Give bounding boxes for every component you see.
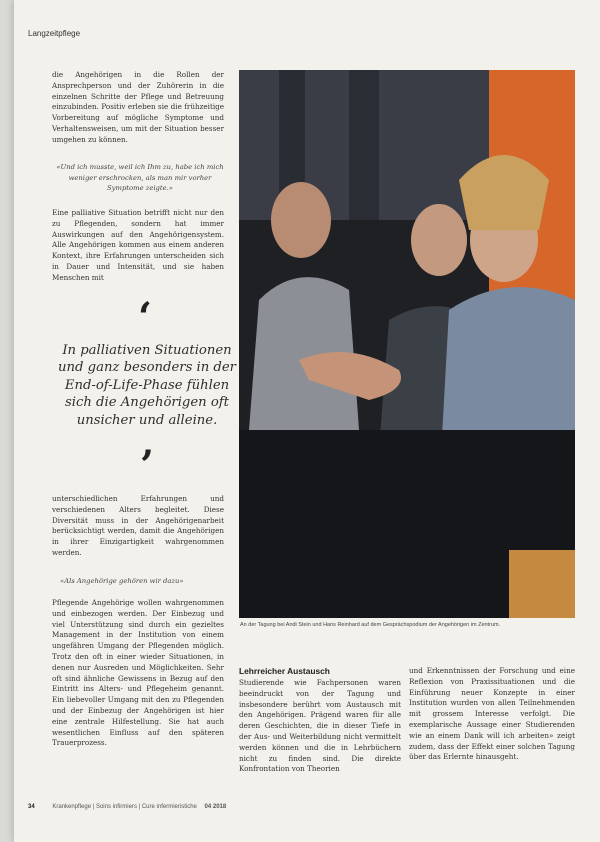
page-footer (28, 804, 226, 810)
publication-name: Krankenpflege | Soins infirmiers | Cure infermieristiche (52, 804, 197, 810)
issue-number: 04 2018 (204, 804, 227, 810)
conference-photo (239, 70, 575, 618)
inline-quote: «Als Angehörige gehören wir dazu» (60, 577, 184, 585)
right-column (409, 666, 575, 772)
inline-quote: «Und ich musste, weil ich Ihm zu, habe ich mich weniger erschrocken, als man mir vorher Symptome zeigte.» (56, 163, 224, 193)
body-paragraph: die Angehörigen in die Rollen der Ansprechperson und der Zuhörerin in die einzelnen Schritte der Pflege und Betreuung einzubinden. Positiv erleben sie die frühzeitige Vorbereitung auf mögliche Symptome und Verhaltensweisen, um mit der Situation besser umgehen zu können. (52, 70, 224, 144)
left-column-middle (52, 208, 224, 293)
body-paragraph: unterschiedlichen Erfahrungen und verschiedenen Alters begleitet. Diese Diversität muss in der Angehörigenarbeit berücksichtigt werden, damit die Angehörigen in ihrer Einzigartigkeit wahrgenommen werden. (52, 494, 224, 557)
open-quote-mark-icon: ‘ (138, 294, 152, 341)
body-paragraph: Studierende wie Fachpersonen waren beeindruckt von der Tagung und insbesondere berührt vom Austausch mit den Angehörigen. Prägend waren für alle deren Geschichten, die in dieser Tiefe in der Aus- und Weiterbildung nicht vermittelt werden können und die in Lehrbüchern nicht zu finden sind. Die direkte Konfrontation von Theorien (239, 678, 401, 774)
pull-quote: In palliativen Situationen und ganz besonders in der End-of-Life-Phase fühlen sich die Angehörigen oft unsicher und alleine. (58, 343, 236, 428)
photo-illustration (239, 70, 575, 618)
left-column-final (52, 598, 224, 758)
left-column-top (52, 70, 224, 155)
page-number: 34 (28, 804, 35, 810)
body-paragraph: Pflegende Angehörige wollen wahrgenommen und einbezogen werden. Der Einbezug und viel Unterstützung sind durch ein gezieltes Management in der Institution von einem ungefähren Umgang der Pflegenden möglich. Trotz den oft in einer wieder Situationen, in denen nur Ausreden und Möglichkeiten. Sehr oft sind ähnliche Gewissens in Bezug auf den Eintritt ins Alters- und Pflegeheim genannt. Ein liebevoller Umgang mit den zu Pflegenden und der Einbezug der Angehörigen ist hier eine zentrale Hilfestellung. Sie hat auch wesentlichen Einfluss auf den späteren Trauerprozess. (52, 598, 224, 748)
middle-column (239, 678, 401, 784)
photo-caption: An der Tagung bei Andi Stein und Hans Reinhard auf dem Gesprächspodium der Angehörigen im Zentrum. (240, 622, 501, 628)
left-column-bottom (52, 494, 224, 568)
section-heading: Lehrreicher Austausch (239, 666, 330, 676)
body-paragraph: und Erkenntnissen der Forschung und eine Reflexion von Praxissituationen und die Einführung neuer Konzepte in einer Institution wurden von allen Teilnehmenden mit grossem Interesse verfolgt. Die exemplarische Aussage einer Studierenden wie an einem Dank will ich arbeiten» zeigt zudem, dass der Effekt einer solchen Tagung über das Erlernte hinausgeht. (409, 666, 575, 762)
body-paragraph: Eine palliative Situation betrifft nicht nur den zu Pflegenden, sondern hat immer Auswirkungen auf den Angehörigensystem. Alle Angehörigen kommen aus einem anderen Kontext, ihre Erfahrungen unterscheiden sich in Dauer und Intensität, und sie haben Menschen mit (52, 208, 224, 282)
section-header: Langzeitpflege (28, 29, 81, 38)
close-quote-mark-icon: ’ (140, 442, 154, 489)
